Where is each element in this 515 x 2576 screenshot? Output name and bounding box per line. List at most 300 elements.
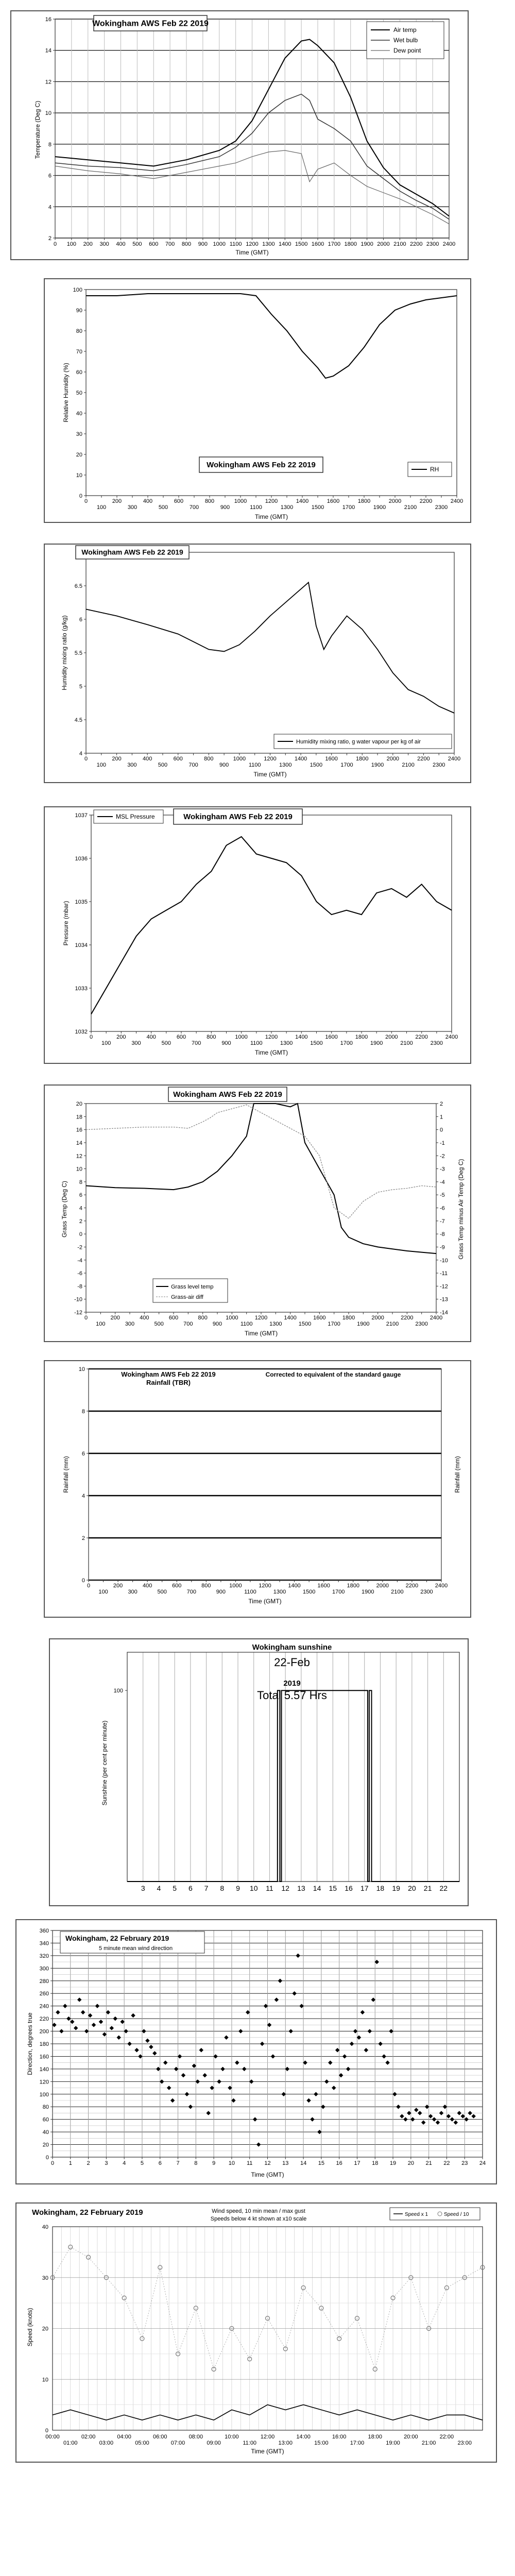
y-tick-label: 12 bbox=[45, 79, 52, 86]
x-tick-label: 1200 bbox=[265, 498, 278, 504]
x-tick-label: 700 bbox=[186, 1589, 196, 1595]
wind-direction-chart bbox=[16, 1920, 496, 2183]
x-tick-label: 13 bbox=[297, 1884, 305, 1892]
data-point bbox=[102, 2032, 107, 2036]
x-tick-label: 7 bbox=[176, 2160, 180, 2166]
x-axis-label: Time (GMT) bbox=[235, 249, 269, 256]
data-point bbox=[421, 2121, 425, 2125]
y-tick-label: 20 bbox=[42, 2142, 49, 2148]
x-tick-label: 23:00 bbox=[457, 2440, 472, 2446]
data-point bbox=[152, 2051, 157, 2055]
y-tick-label: 14 bbox=[76, 1140, 82, 1146]
x-tick-label: 1400 bbox=[288, 1583, 301, 1589]
x-tick-label: 1700 bbox=[340, 1040, 353, 1046]
x-tick-label: 11:00 bbox=[243, 2440, 257, 2446]
y-tick-label: 4.5 bbox=[74, 717, 82, 723]
x-tick-label: 12 bbox=[264, 2160, 271, 2166]
data-point bbox=[163, 2060, 167, 2064]
y-axis-label: Pressure (mbar) bbox=[62, 901, 70, 946]
data-point bbox=[267, 2023, 271, 2027]
data-point bbox=[382, 2054, 386, 2058]
legend-label: RH bbox=[430, 466, 439, 473]
data-point bbox=[63, 2004, 67, 2008]
data-point bbox=[454, 2121, 458, 2125]
data-point bbox=[278, 1979, 282, 1983]
y2-tick-label: -7 bbox=[440, 1218, 445, 1225]
x-tick-label: 1400 bbox=[295, 1034, 308, 1040]
y-tick-label: 1034 bbox=[75, 942, 88, 948]
x-tick-label: 600 bbox=[174, 498, 184, 504]
data-point bbox=[314, 2092, 318, 2096]
data-point bbox=[160, 2079, 164, 2083]
x-tick-label: 2300 bbox=[435, 504, 448, 511]
y-tick-label: 10 bbox=[78, 1366, 85, 1372]
x-tick-label: 1800 bbox=[344, 241, 357, 247]
x-tick-label: 1500 bbox=[302, 1589, 316, 1595]
sunshine-chart-panel bbox=[49, 1638, 469, 1906]
x-tick-label: 2400 bbox=[442, 241, 456, 247]
x-tick-label: 0 bbox=[84, 756, 88, 762]
data-point bbox=[238, 2029, 243, 2033]
x-tick-label: 2000 bbox=[386, 756, 400, 762]
data-point bbox=[364, 2048, 368, 2052]
data-point bbox=[220, 2067, 225, 2071]
data-point bbox=[231, 2098, 235, 2103]
x-tick-label: 1700 bbox=[342, 504, 355, 511]
data-point bbox=[196, 2079, 200, 2083]
x-tick-label: 700 bbox=[191, 1040, 201, 1046]
x-tick-label: 1100 bbox=[229, 241, 242, 247]
x-tick-label: 2200 bbox=[419, 498, 433, 504]
x-tick-label: 2300 bbox=[432, 762, 445, 768]
data-point bbox=[224, 2036, 228, 2040]
x-tick-label: 400 bbox=[140, 1315, 149, 1321]
x-tick-label: 2200 bbox=[415, 1034, 428, 1040]
x-tick-label: 600 bbox=[149, 241, 159, 247]
data-point bbox=[56, 2010, 60, 2014]
x-tick-label: 1100 bbox=[250, 504, 262, 511]
data-point bbox=[181, 2073, 185, 2077]
data-point bbox=[206, 2111, 210, 2115]
rainfall-chart bbox=[45, 1361, 470, 1617]
y-tick-label: 1033 bbox=[75, 986, 88, 992]
x-tick-label: 1400 bbox=[294, 756, 307, 762]
legend-label: Grass level temp bbox=[171, 1284, 214, 1290]
data-point bbox=[92, 2023, 96, 2027]
x-tick-label: 08:00 bbox=[188, 2434, 203, 2440]
x-tick-label: 13:00 bbox=[278, 2440, 293, 2446]
data-point bbox=[282, 2092, 286, 2096]
x-tick-label: 300 bbox=[127, 762, 137, 768]
x-tick-label: 900 bbox=[220, 504, 230, 511]
x-tick-label: 500 bbox=[158, 762, 168, 768]
y-tick-label: -8 bbox=[77, 1283, 82, 1290]
x-tick-label: 6 bbox=[158, 2160, 162, 2166]
data-point bbox=[145, 2039, 149, 2043]
x-tick-label: 1100 bbox=[244, 1589, 256, 1595]
x-tick-label: 400 bbox=[142, 756, 152, 762]
data-point bbox=[142, 2029, 146, 2033]
data-point bbox=[210, 2086, 214, 2090]
data-point bbox=[460, 2114, 465, 2118]
y-tick-label: 90 bbox=[76, 308, 82, 314]
x-tick-label: 1000 bbox=[226, 1315, 238, 1321]
x-tick-label: 15 bbox=[318, 2160, 324, 2166]
data-point bbox=[124, 2029, 128, 2033]
data-point bbox=[443, 2105, 447, 2109]
y-axis-label: Sunshine (per cent per minute) bbox=[101, 1720, 108, 1806]
x-tick-label: 14:00 bbox=[296, 2434, 311, 2440]
data-point bbox=[199, 2048, 203, 2052]
x-tick-label: 800 bbox=[207, 1034, 216, 1040]
y-axis-label: Rainfall (mm) bbox=[62, 1456, 70, 1493]
x-tick-label: 24 bbox=[479, 2160, 486, 2166]
chart-title: Wokingham AWS Feb 22 2019 bbox=[173, 1090, 282, 1099]
data-point bbox=[392, 2092, 397, 2096]
y2-tick-label: 2 bbox=[440, 1101, 443, 1107]
y2-tick-label: -10 bbox=[440, 1257, 448, 1264]
data-point bbox=[253, 2117, 257, 2121]
data-point bbox=[400, 2114, 404, 2118]
x-tick-label: 1200 bbox=[265, 1034, 278, 1040]
x-axis-label: Time (GMT) bbox=[251, 2448, 284, 2455]
sunshine-total: Total 5.57 Hrs bbox=[257, 1689, 327, 1702]
x-tick-label: 2300 bbox=[430, 1040, 443, 1046]
x-tick-label: 100 bbox=[98, 1589, 108, 1595]
x-tick-label: 2300 bbox=[415, 1321, 428, 1327]
y-axis-label: Direction, degrees true bbox=[26, 2012, 33, 2075]
y-tick-label: 4 bbox=[48, 204, 52, 211]
x-tick-label: 02:00 bbox=[81, 2434, 96, 2440]
data-point bbox=[418, 2111, 422, 2115]
y2-tick-label: -9 bbox=[440, 1244, 445, 1251]
data-point bbox=[74, 2026, 78, 2030]
x-tick-label: 1800 bbox=[355, 1034, 368, 1040]
x-tick-label: 200 bbox=[112, 498, 122, 504]
x-tick-label: 23 bbox=[461, 2160, 468, 2166]
grass-temp-chart bbox=[45, 1086, 470, 1341]
y-tick-label: 10 bbox=[42, 2377, 48, 2383]
x-tick-label: 2100 bbox=[391, 1589, 404, 1595]
data-point bbox=[436, 2121, 440, 2125]
x-tick-label: 16 bbox=[336, 2160, 342, 2166]
x-tick-label: 21 bbox=[423, 1884, 432, 1892]
x-tick-label: 10 bbox=[249, 1884, 258, 1892]
data-point bbox=[471, 2114, 475, 2118]
x-tick-label: 2400 bbox=[450, 498, 464, 504]
data-point bbox=[178, 2054, 182, 2058]
x-tick-label: 2400 bbox=[448, 756, 461, 762]
data-point bbox=[303, 2060, 307, 2064]
y-tick-label: 0 bbox=[79, 1231, 82, 1238]
data-point bbox=[317, 2130, 321, 2134]
data-point bbox=[288, 2029, 293, 2033]
x-tick-label: 1800 bbox=[356, 756, 369, 762]
y-tick-label: -10 bbox=[74, 1296, 82, 1303]
x-tick-label: 1900 bbox=[373, 504, 386, 511]
x-tick-label: 2400 bbox=[445, 1034, 458, 1040]
data-point bbox=[321, 2105, 325, 2109]
y-tick-label: 160 bbox=[39, 2054, 49, 2060]
x-tick-label: 1500 bbox=[310, 1040, 323, 1046]
x-tick-label: 1000 bbox=[234, 498, 247, 504]
x-tick-label: 2 bbox=[87, 2160, 90, 2166]
y2-tick-label: -2 bbox=[440, 1153, 445, 1160]
x-tick-label: 1000 bbox=[229, 1583, 242, 1589]
data-point bbox=[378, 2042, 382, 2046]
x-tick-label: 2200 bbox=[410, 241, 423, 247]
y-tick-label: 0 bbox=[45, 2155, 49, 2161]
y-tick-label: 16 bbox=[76, 1127, 82, 1133]
y-tick-label: 50 bbox=[76, 390, 82, 396]
x-tick-label: 2100 bbox=[402, 762, 415, 768]
x-tick-label: 22 bbox=[439, 1884, 448, 1892]
x-tick-label: 2100 bbox=[400, 1040, 413, 1046]
x-tick-label: 300 bbox=[125, 1321, 135, 1327]
y-tick-label: 18 bbox=[76, 1114, 82, 1121]
data-point bbox=[432, 2117, 436, 2121]
data-point bbox=[353, 2029, 357, 2033]
data-point bbox=[339, 2073, 343, 2077]
x-tick-label: 700 bbox=[189, 504, 199, 511]
x-tick-label: 1900 bbox=[371, 762, 384, 768]
data-point bbox=[403, 2117, 407, 2121]
x-tick-label: 600 bbox=[173, 756, 183, 762]
chart-title: Wokingham AWS Feb 22 2019 bbox=[207, 461, 316, 469]
y-tick-label: 20 bbox=[42, 2326, 48, 2332]
x-tick-label: 2200 bbox=[405, 1583, 419, 1589]
chart-title: Wokingham, 22 February 2019 bbox=[65, 1934, 169, 1942]
x-tick-label: 1800 bbox=[342, 1315, 355, 1321]
x-tick-label: 0 bbox=[53, 241, 57, 247]
legend-label: Dew point bbox=[393, 47, 421, 54]
y-tick-label: 6.5 bbox=[74, 583, 82, 589]
x-tick-label: 2400 bbox=[435, 1583, 448, 1589]
x-tick-label: 1600 bbox=[311, 241, 324, 247]
x-tick-label: 1600 bbox=[317, 1583, 330, 1589]
plot-area bbox=[86, 552, 454, 753]
x-tick-label: 200 bbox=[112, 756, 122, 762]
data-point bbox=[464, 2117, 468, 2121]
chart-title: Wokingham AWS Feb 22 2019 bbox=[183, 812, 293, 821]
x-tick-label: 1400 bbox=[296, 498, 309, 504]
x-tick-label: 11 bbox=[266, 1884, 273, 1892]
x-tick-label: 800 bbox=[204, 756, 214, 762]
x-tick-label: 500 bbox=[158, 504, 168, 511]
y-tick-label: -12 bbox=[74, 1310, 82, 1316]
x-tick-label: 1100 bbox=[240, 1321, 253, 1327]
y-tick-label: 6 bbox=[79, 1192, 82, 1199]
x-tick-label: 9 bbox=[212, 2160, 216, 2166]
legend-label: MSL Pressure bbox=[116, 813, 155, 820]
x-tick-label: 1800 bbox=[347, 1583, 359, 1589]
x-tick-label: 100 bbox=[96, 1321, 106, 1327]
series-line-rh bbox=[86, 294, 457, 378]
x-tick-label: 400 bbox=[146, 1034, 156, 1040]
x-tick-label: 1200 bbox=[264, 756, 277, 762]
x-tick-label: 20 bbox=[407, 2160, 414, 2166]
x-tick-label: 1800 bbox=[357, 498, 371, 504]
x-tick-label: 1600 bbox=[327, 498, 340, 504]
x-tick-label: 1000 bbox=[233, 756, 246, 762]
y-tick-label: 320 bbox=[39, 1953, 49, 1959]
data-point bbox=[428, 2114, 433, 2118]
x-tick-label: 10:00 bbox=[225, 2434, 239, 2440]
y-tick-label: 20 bbox=[76, 452, 82, 458]
x-tick-label: 200 bbox=[110, 1315, 120, 1321]
y-tick-label: -6 bbox=[77, 1270, 82, 1277]
y2-tick-label: -12 bbox=[440, 1283, 448, 1290]
series-line-mixing-ratio bbox=[86, 583, 454, 714]
y-tick-label: 340 bbox=[39, 1940, 49, 1947]
y-tick-label: 280 bbox=[39, 1978, 49, 1985]
rainfall-chart-panel bbox=[44, 1360, 471, 1618]
y-tick-label: 0 bbox=[45, 2428, 48, 2434]
data-point bbox=[332, 2086, 336, 2090]
data-point bbox=[106, 2010, 110, 2014]
y-tick-label: 40 bbox=[42, 2129, 49, 2136]
x-tick-label: 1500 bbox=[295, 241, 308, 247]
legend-label: Air temp bbox=[393, 26, 417, 33]
y-tick-label: 2 bbox=[79, 1218, 82, 1225]
x-tick-label: 800 bbox=[198, 1315, 208, 1321]
humidity-chart-panel bbox=[44, 278, 471, 523]
x-tick-label: 0 bbox=[84, 498, 88, 504]
y2-tick-label: 1 bbox=[440, 1114, 443, 1121]
x-tick-label: 1100 bbox=[248, 762, 261, 768]
x-tick-label: 600 bbox=[176, 1034, 186, 1040]
x-tick-label: 1500 bbox=[310, 762, 323, 768]
y-tick-label: 10 bbox=[76, 472, 82, 479]
x-tick-label: 1200 bbox=[254, 1315, 268, 1321]
plot-area bbox=[86, 1104, 436, 1312]
data-point bbox=[127, 2042, 131, 2046]
data-point bbox=[228, 2086, 232, 2090]
x-tick-label: 21 bbox=[425, 2160, 432, 2166]
x-tick-label: 100 bbox=[101, 1040, 111, 1046]
x-tick-label: 16:00 bbox=[332, 2434, 347, 2440]
y-tick-label: 2 bbox=[48, 235, 52, 242]
x-tick-label: 5 bbox=[173, 1884, 177, 1892]
data-point bbox=[77, 1997, 81, 2002]
y2-tick-label: -13 bbox=[440, 1296, 448, 1303]
data-point bbox=[371, 1997, 375, 2002]
x-tick-label: 13 bbox=[282, 2160, 289, 2166]
x-tick-label: 11 bbox=[246, 2160, 253, 2166]
x-tick-label: 3 bbox=[105, 2160, 108, 2166]
data-point bbox=[116, 2036, 121, 2040]
x-tick-label: 1300 bbox=[273, 1589, 286, 1595]
y-axis-label: Speed (knots) bbox=[26, 2308, 33, 2347]
legend-label: Wet bulb bbox=[393, 37, 418, 44]
x-tick-label: 3 bbox=[141, 1884, 145, 1892]
wind-speed-chart bbox=[16, 2204, 496, 2462]
data-point bbox=[88, 2013, 92, 2018]
y-axis-label: Relative Humidity (%) bbox=[62, 363, 70, 422]
x-tick-label: 09:00 bbox=[207, 2440, 221, 2446]
data-point bbox=[81, 2010, 85, 2014]
y-tick-label: 360 bbox=[39, 1928, 49, 1934]
x-tick-label: 1600 bbox=[313, 1315, 326, 1321]
x-axis-label: Time (GMT) bbox=[254, 513, 288, 520]
chart-year: 2019 bbox=[283, 1679, 301, 1688]
sunshine-chart bbox=[50, 1639, 468, 1905]
x-tick-label: 03:00 bbox=[99, 2440, 114, 2446]
data-point bbox=[447, 2114, 451, 2118]
x-tick-label: 200 bbox=[83, 241, 93, 247]
data-point bbox=[396, 2105, 400, 2109]
data-point bbox=[468, 2111, 472, 2115]
y-tick-label: 10 bbox=[45, 110, 52, 117]
data-point bbox=[357, 2036, 361, 2040]
y-tick-label: 260 bbox=[39, 1991, 49, 1997]
y-tick-label: 8 bbox=[81, 1409, 85, 1415]
y-tick-label: 300 bbox=[39, 1965, 49, 1972]
x-tick-label: 400 bbox=[143, 498, 153, 504]
chart-subtitle-2: Speeds below 4 kt shown at x10 scale bbox=[210, 2216, 307, 2222]
data-point bbox=[246, 2010, 250, 2014]
data-point bbox=[439, 2111, 443, 2115]
mixing-ratio-chart-panel bbox=[44, 544, 471, 783]
x-tick-label: 100 bbox=[66, 241, 77, 247]
x-tick-label: 300 bbox=[128, 1589, 138, 1595]
data-point bbox=[425, 2105, 429, 2109]
data-point bbox=[66, 2016, 71, 2021]
pressure-chart bbox=[45, 807, 470, 1063]
chart-title: Wokingham, 22 February 2019 bbox=[32, 2208, 143, 2217]
x-tick-label: 01:00 bbox=[63, 2440, 78, 2446]
series-line-pressure bbox=[91, 837, 452, 1014]
x-tick-label: 19:00 bbox=[386, 2440, 400, 2446]
x-tick-label: 1500 bbox=[311, 504, 324, 511]
y2-tick-label: -4 bbox=[440, 1179, 445, 1185]
data-point bbox=[242, 2067, 246, 2071]
data-point bbox=[249, 2079, 253, 2083]
data-point bbox=[185, 2092, 189, 2096]
x-tick-label: 20 bbox=[408, 1884, 416, 1892]
wind-speed-chart-panel bbox=[15, 2202, 497, 2463]
y2-tick-label: -5 bbox=[440, 1192, 445, 1199]
y-tick-label: 20 bbox=[76, 1101, 82, 1107]
x-tick-label: 400 bbox=[142, 1583, 152, 1589]
data-point bbox=[360, 2010, 365, 2014]
x-tick-label: 1900 bbox=[370, 1040, 383, 1046]
data-point bbox=[256, 2142, 261, 2146]
x-tick-label: 2100 bbox=[393, 241, 406, 247]
data-point bbox=[450, 2117, 454, 2121]
x-tick-label: 2000 bbox=[377, 241, 390, 247]
y-tick-label: 0 bbox=[81, 1578, 85, 1584]
y-axis-label: Humidity mixing ratio (g/kg) bbox=[61, 615, 68, 690]
chart-subtitle: 5 minute mean wind direction bbox=[99, 1945, 173, 1952]
x-tick-label: 18:00 bbox=[368, 2434, 383, 2440]
x-tick-label: 800 bbox=[201, 1583, 211, 1589]
data-point bbox=[192, 2064, 196, 2068]
y-tick-label: 6 bbox=[79, 617, 82, 623]
data-point bbox=[134, 2048, 139, 2052]
data-point bbox=[306, 2098, 311, 2103]
y-tick-label: 80 bbox=[76, 328, 82, 334]
x-tick-label: 1300 bbox=[269, 1321, 282, 1327]
x-tick-label: 1300 bbox=[280, 1040, 293, 1046]
x-tick-label: 06:00 bbox=[152, 2434, 167, 2440]
x-tick-label: 8 bbox=[194, 2160, 198, 2166]
y-tick-label: 16 bbox=[45, 16, 52, 23]
y-tick-label: 12 bbox=[76, 1153, 82, 1160]
y2-tick-label: -3 bbox=[440, 1166, 445, 1173]
x-tick-label: 4 bbox=[157, 1884, 161, 1892]
x-axis-label: Time (GMT) bbox=[244, 1330, 278, 1337]
